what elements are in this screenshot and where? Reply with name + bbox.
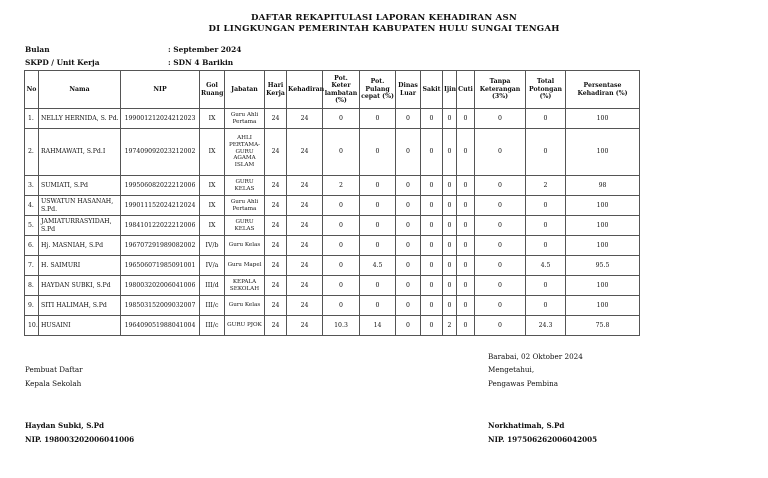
cell-no: 4. xyxy=(25,196,39,216)
header-sakit: Sakit xyxy=(421,71,443,109)
header-jabatan: Jabatan xyxy=(225,71,265,109)
cell-pot-pulang: 0 xyxy=(360,176,396,196)
cell-sakit: 0 xyxy=(421,216,443,236)
header-dinas: Dinas Luar xyxy=(396,71,421,109)
cell-dinas: 0 xyxy=(396,129,421,176)
cell-tanpa: 0 xyxy=(475,196,526,216)
cell-gol: IX xyxy=(200,129,225,176)
cell-tanpa: 0 xyxy=(475,236,526,256)
header-total: Total Potongan (%) xyxy=(526,71,566,109)
header-hari: Hari Kerja xyxy=(265,71,287,109)
cell-ijin: 0 xyxy=(443,176,457,196)
cell-no: 1. xyxy=(25,109,39,129)
cell-nip: 199011152024212024 xyxy=(121,196,200,216)
cell-kehadiran: 24 xyxy=(287,216,323,236)
table-row xyxy=(25,256,640,276)
table-row xyxy=(25,129,640,176)
cell-kehadiran: 24 xyxy=(287,296,323,316)
cell-nama: HAYDAN SUBKI, S.Pd xyxy=(39,276,121,296)
sign-left-role2: Kepala Sekolah xyxy=(25,379,82,388)
table-row xyxy=(25,216,640,236)
cell-persentase: 95.5 xyxy=(566,256,640,276)
header-no: No xyxy=(25,71,39,109)
report-subtitle: DI LINGKUNGAN PEMERINTAH KABUPATEN HULU SUNGAI TENGAH xyxy=(208,24,560,34)
cell-sakit: 0 xyxy=(421,236,443,256)
cell-ijin: 2 xyxy=(443,316,457,336)
cell-no: 2. xyxy=(25,129,39,176)
cell-tanpa: 0 xyxy=(475,176,526,196)
cell-total: 4.5 xyxy=(526,256,566,276)
table-header-row xyxy=(25,71,640,109)
header-kehadiran: Kehadiran xyxy=(287,71,323,109)
cell-nip: 198410122022212006 xyxy=(121,216,200,236)
cell-pot-pulang: 4.5 xyxy=(360,256,396,276)
cell-cuti: 0 xyxy=(457,109,475,129)
cell-nip: 199001212024212023 xyxy=(121,109,200,129)
cell-hari: 24 xyxy=(265,276,287,296)
cell-nama: NELLY HERNIDA, S. Pd. xyxy=(39,109,121,129)
cell-nip: 196409051988041004 xyxy=(121,316,200,336)
cell-hari: 24 xyxy=(265,216,287,236)
cell-ijin: 0 xyxy=(443,129,457,176)
report-title: DAFTAR REKAPITULASI LAPORAN KEHADIRAN ASN xyxy=(251,13,517,23)
cell-dinas: 0 xyxy=(396,176,421,196)
cell-gol: IX xyxy=(200,109,225,129)
cell-total: 0 xyxy=(526,216,566,236)
cell-persentase: 100 xyxy=(566,276,640,296)
cell-persentase: 100 xyxy=(566,196,640,216)
cell-gol: IX xyxy=(200,176,225,196)
cell-hari: 24 xyxy=(265,196,287,216)
cell-cuti: 0 xyxy=(457,276,475,296)
cell-persentase: 100 xyxy=(566,236,640,256)
cell-no: 3. xyxy=(25,176,39,196)
table-row xyxy=(25,176,640,196)
header-pot-terlambat: Pot. Keter lambatan (%) xyxy=(323,71,360,109)
cell-pot-terlambat: 0 xyxy=(323,276,360,296)
cell-jabatan: GURU PJOK xyxy=(225,316,265,336)
header-cuti: Cuti xyxy=(457,71,475,109)
cell-pot-terlambat: 0 xyxy=(323,196,360,216)
cell-pot-pulang: 0 xyxy=(360,196,396,216)
cell-tanpa: 0 xyxy=(475,296,526,316)
attendance-table xyxy=(24,70,640,336)
cell-dinas: 0 xyxy=(396,196,421,216)
cell-jabatan: GURU KELAS xyxy=(225,176,265,196)
cell-nama: SITI HALIMAH, S.Pd xyxy=(39,296,121,316)
cell-nama: SUMIATI, S.Pd xyxy=(39,176,121,196)
cell-hari: 24 xyxy=(265,296,287,316)
cell-cuti: 0 xyxy=(457,236,475,256)
cell-kehadiran: 24 xyxy=(287,276,323,296)
cell-pot-terlambat: 0 xyxy=(323,109,360,129)
cell-sakit: 0 xyxy=(421,129,443,176)
table-row xyxy=(25,296,640,316)
cell-hari: 24 xyxy=(265,109,287,129)
cell-hari: 24 xyxy=(265,236,287,256)
cell-pot-pulang: 0 xyxy=(360,216,396,236)
sign-left-role1: Pembuat Daftar xyxy=(25,365,83,374)
cell-cuti: 0 xyxy=(457,296,475,316)
sign-date: Barabai, 02 Oktober 2024 xyxy=(488,352,583,361)
cell-cuti: 0 xyxy=(457,196,475,216)
cell-total: 0 xyxy=(526,129,566,176)
cell-no: 5. xyxy=(25,216,39,236)
cell-pot-pulang: 0 xyxy=(360,276,396,296)
cell-persentase: 100 xyxy=(566,129,640,176)
cell-dinas: 0 xyxy=(396,276,421,296)
cell-tanpa: 0 xyxy=(475,129,526,176)
cell-pot-terlambat: 10.3 xyxy=(323,316,360,336)
cell-pot-terlambat: 0 xyxy=(323,296,360,316)
cell-ijin: 0 xyxy=(443,276,457,296)
cell-tanpa: 0 xyxy=(475,109,526,129)
cell-kehadiran: 24 xyxy=(287,196,323,216)
header-nama: Nama xyxy=(39,71,121,109)
cell-pot-terlambat: 0 xyxy=(323,256,360,276)
cell-gol: III/c xyxy=(200,296,225,316)
sign-right-nip: NIP. 197506262006042005 xyxy=(488,435,598,444)
cell-dinas: 0 xyxy=(396,316,421,336)
cell-tanpa: 0 xyxy=(475,216,526,236)
cell-kehadiran: 24 xyxy=(287,256,323,276)
cell-pot-pulang: 0 xyxy=(360,129,396,176)
cell-pot-terlambat: 0 xyxy=(323,129,360,176)
cell-pot-pulang: 14 xyxy=(360,316,396,336)
sign-right-role2: Pengawas Pembina xyxy=(488,379,559,388)
cell-nip: 197409092023212002 xyxy=(121,129,200,176)
cell-nip: 196506071985091001 xyxy=(121,256,200,276)
cell-gol: IV/a xyxy=(200,256,225,276)
table-row xyxy=(25,276,640,296)
cell-nip: 198003202006041006 xyxy=(121,276,200,296)
cell-hari: 24 xyxy=(265,316,287,336)
cell-gol: III/d xyxy=(200,276,225,296)
table-row xyxy=(25,236,640,256)
cell-jabatan: Guru Kelas xyxy=(225,296,265,316)
cell-no: 7. xyxy=(25,256,39,276)
cell-dinas: 0 xyxy=(396,216,421,236)
cell-nama: JAMIATURRASYIDAH, S.Pd xyxy=(39,216,121,236)
cell-nip: 198503152009032007 xyxy=(121,296,200,316)
cell-kehadiran: 24 xyxy=(287,109,323,129)
cell-ijin: 0 xyxy=(443,236,457,256)
cell-no: 6. xyxy=(25,236,39,256)
header-ijin: Ijin xyxy=(443,71,457,109)
cell-gol: IV/b xyxy=(200,236,225,256)
cell-sakit: 0 xyxy=(421,256,443,276)
cell-sakit: 0 xyxy=(421,316,443,336)
cell-pot-terlambat: 0 xyxy=(323,236,360,256)
cell-kehadiran: 24 xyxy=(287,316,323,336)
cell-dinas: 0 xyxy=(396,296,421,316)
cell-cuti: 0 xyxy=(457,256,475,276)
sign-right-role1: Mengetahui, xyxy=(488,365,535,374)
cell-jabatan: Guru Mapel xyxy=(225,256,265,276)
cell-cuti: 0 xyxy=(457,176,475,196)
cell-kehadiran: 24 xyxy=(287,176,323,196)
cell-nama: RAHMAWATI, S.Pd.I xyxy=(39,129,121,176)
cell-nip: 196707291989082002 xyxy=(121,236,200,256)
cell-nama: HUSAINI xyxy=(39,316,121,336)
cell-total: 0 xyxy=(526,109,566,129)
cell-pot-terlambat: 0 xyxy=(323,216,360,236)
cell-nip: 199506082022212006 xyxy=(121,176,200,196)
cell-persentase: 75.8 xyxy=(566,316,640,336)
cell-sakit: 0 xyxy=(421,196,443,216)
table-row xyxy=(25,196,640,216)
header-nip: NIP xyxy=(121,71,200,109)
cell-total: 0 xyxy=(526,236,566,256)
bulan-label: Bulan xyxy=(25,45,50,54)
header-tanpa: Tanpa Keterangan (3%) xyxy=(475,71,526,109)
cell-sakit: 0 xyxy=(421,176,443,196)
cell-jabatan: Guru Kelas xyxy=(225,236,265,256)
cell-tanpa: 0 xyxy=(475,256,526,276)
cell-hari: 24 xyxy=(265,129,287,176)
cell-pot-pulang: 0 xyxy=(360,296,396,316)
cell-pot-pulang: 0 xyxy=(360,109,396,129)
table-row xyxy=(25,316,640,336)
header-gol: Gol Ruang xyxy=(200,71,225,109)
header-persentase: Persentase Kehadiran (%) xyxy=(566,71,640,109)
header-pot-pulang: Pot. Pulang cepat (%) xyxy=(360,71,396,109)
skpd-label: SKPD / Unit Kerja xyxy=(25,58,100,67)
cell-jabatan: AHLI PERTAMA-GURU AGAMA ISLAM xyxy=(225,129,265,176)
cell-total: 0 xyxy=(526,196,566,216)
cell-gol: IX xyxy=(200,196,225,216)
cell-total: 24.3 xyxy=(526,316,566,336)
cell-persentase: 100 xyxy=(566,109,640,129)
cell-hari: 24 xyxy=(265,256,287,276)
cell-cuti: 0 xyxy=(457,129,475,176)
cell-persentase: 98 xyxy=(566,176,640,196)
cell-dinas: 0 xyxy=(396,109,421,129)
cell-cuti: 0 xyxy=(457,316,475,336)
sign-left-nip: NIP. 198003202006041006 xyxy=(25,435,135,444)
cell-ijin: 0 xyxy=(443,216,457,236)
cell-gol: III/c xyxy=(200,316,225,336)
table-row xyxy=(25,109,640,129)
bulan-value: : September 2024 xyxy=(168,45,242,54)
cell-kehadiran: 24 xyxy=(287,236,323,256)
cell-sakit: 0 xyxy=(421,296,443,316)
cell-jabatan: Guru Ahli Pertama xyxy=(225,109,265,129)
cell-total: 0 xyxy=(526,276,566,296)
cell-gol: IX xyxy=(200,216,225,236)
cell-dinas: 0 xyxy=(396,236,421,256)
cell-ijin: 0 xyxy=(443,196,457,216)
cell-persentase: 100 xyxy=(566,216,640,236)
cell-hari: 24 xyxy=(265,176,287,196)
cell-total: 0 xyxy=(526,296,566,316)
cell-tanpa: 0 xyxy=(475,276,526,296)
cell-jabatan: GURU KELAS xyxy=(225,216,265,236)
cell-ijin: 0 xyxy=(443,256,457,276)
cell-ijin: 0 xyxy=(443,296,457,316)
cell-nama: USWATUN HASANAH, S.Pd. xyxy=(39,196,121,216)
cell-no: 8. xyxy=(25,276,39,296)
sign-right-name: Norkhatimah, S.Pd xyxy=(488,421,565,430)
cell-sakit: 0 xyxy=(421,276,443,296)
sign-left-name: Haydan Subki, S.Pd xyxy=(25,421,105,430)
skpd-value: : SDN 4 Barikin xyxy=(168,58,234,67)
cell-persentase: 100 xyxy=(566,296,640,316)
cell-dinas: 0 xyxy=(396,256,421,276)
cell-pot-terlambat: 2 xyxy=(323,176,360,196)
cell-kehadiran: 24 xyxy=(287,129,323,176)
cell-pot-pulang: 0 xyxy=(360,236,396,256)
cell-cuti: 0 xyxy=(457,216,475,236)
cell-nama: Hj. MASNIAH, S.Pd xyxy=(39,236,121,256)
cell-jabatan: KEPALA SEKOLAH xyxy=(225,276,265,296)
cell-nama: H. SAIMURI xyxy=(39,256,121,276)
cell-total: 2 xyxy=(526,176,566,196)
cell-tanpa: 0 xyxy=(475,316,526,336)
cell-ijin: 0 xyxy=(443,109,457,129)
cell-no: 10. xyxy=(25,316,39,336)
cell-sakit: 0 xyxy=(421,109,443,129)
cell-jabatan: Guru Ahli Pertama xyxy=(225,196,265,216)
cell-no: 9. xyxy=(25,296,39,316)
